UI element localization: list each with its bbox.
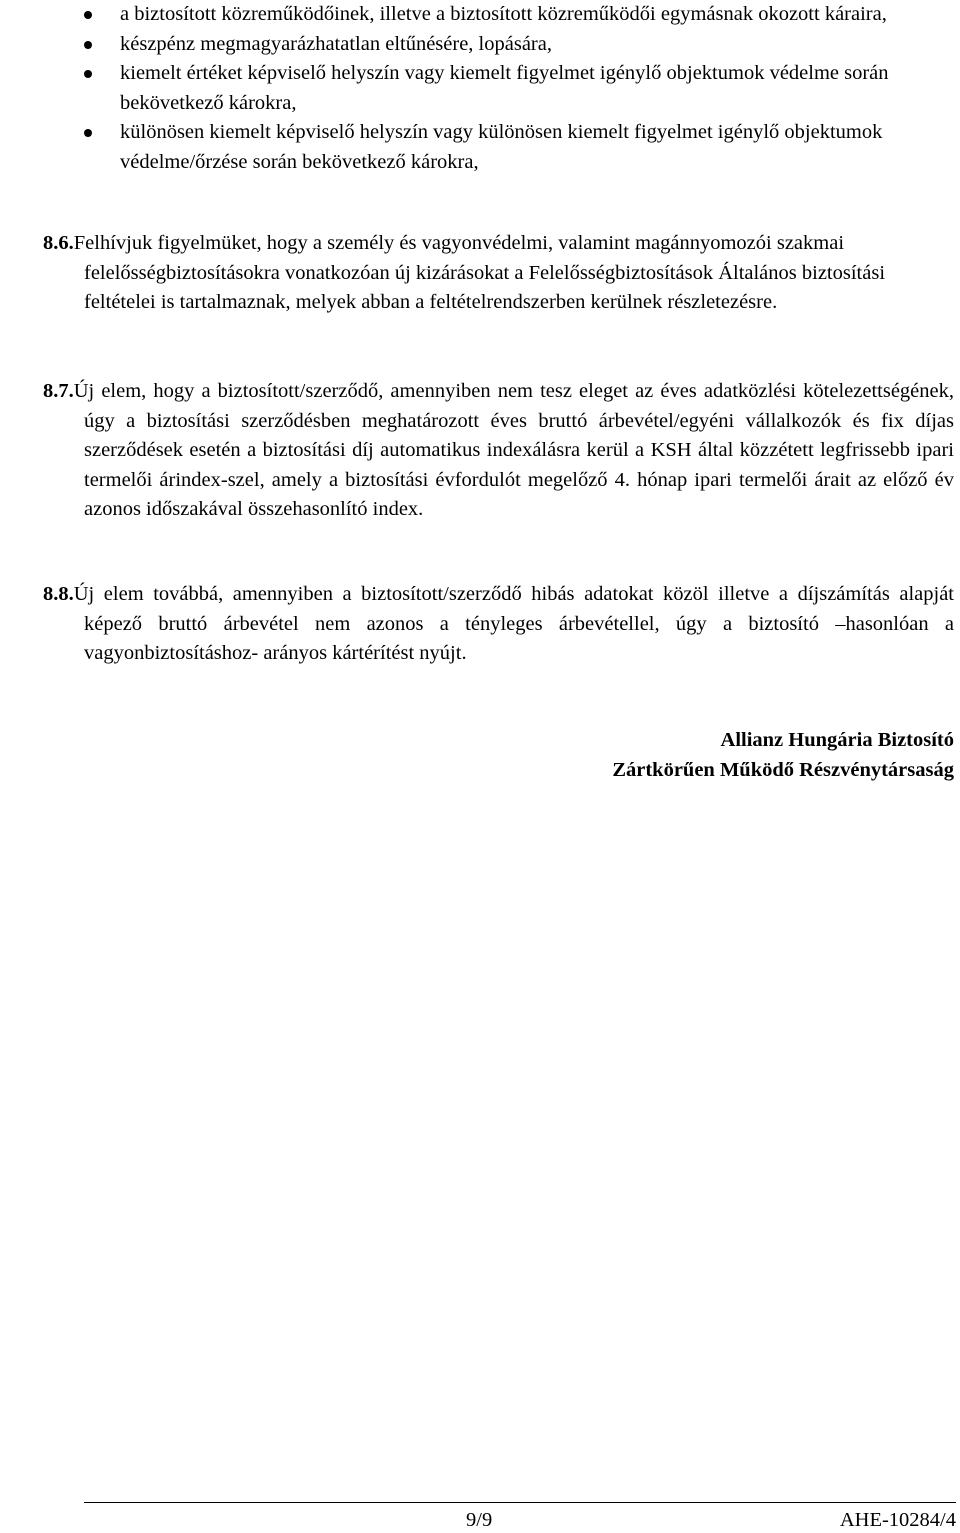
footer-divider — [84, 1502, 956, 1503]
list-item-text: a biztosított közreműködőinek, illetve a biztosított közreműködői egymásnak okozott káraira, — [120, 3, 887, 25]
section-number: 8.6. — [43, 232, 74, 254]
list-item — [84, 118, 924, 177]
signature-block — [612, 726, 954, 785]
list-item-text: különösen kiemelt képviselő helyszín vagy különösen kiemelt figyelmet igénylő objektumok védelme/őrzése során bekövetkező károkra, — [120, 121, 883, 173]
list-item — [84, 59, 924, 118]
section-8-8 — [43, 580, 954, 669]
bullet-icon — [84, 70, 92, 78]
section-8-6 — [43, 229, 944, 318]
section-text: Felhívjuk figyelmüket, hogy a személy és vagyonvédelmi, valamint magánnyomozói szakmai felelősségbiztosításokra vonatkozóan új kizárásokat a Felelősségbiztosítások Általános biztosítási feltételei is tartalmaznak, melyek abban a feltételrendszerben kerülnek részletezésre. — [73, 232, 886, 313]
section-8-7 — [43, 377, 954, 525]
bullet-icon — [84, 129, 92, 137]
bullet-icon — [84, 11, 92, 19]
company-form: Zártkörűen Működő Részvénytársaság — [612, 758, 954, 781]
section-text: Új elem továbbá, amennyiben a biztosított/szerződő hibás adatokat közöl illetve a díjszámítás alapját képező bruttó árbevétel nem azonos a tényleges árbevétellel, úgy a biztosító –hasonlóan a vagyonbiztosításhoz- arányos kártérítést nyújt. — [73, 583, 954, 664]
section-number: 8.7. — [43, 380, 74, 402]
exclusion-list — [84, 0, 924, 177]
company-name: Allianz Hungária Biztosító — [720, 729, 954, 751]
list-item-text: kiemelt értéket képviselő helyszín vagy kiemelt figyelmet igénylő objektumok védelme során bekövetkező károkra, — [120, 62, 889, 114]
page-number: 9/9 — [466, 1509, 493, 1531]
document-code: AHE-10284/4 — [839, 1509, 956, 1531]
list-item — [84, 0, 924, 30]
section-number: 8.8. — [43, 583, 74, 605]
list-item — [84, 30, 924, 60]
section-text: Új elem, hogy a biztosított/szerződő, amennyiben nem tesz eleget az éves adatközlési kötelezettségének, úgy a biztosítási szerződésben meghatározott éves bruttó árbevétel/egyéni vállalkozók és fix díjas szerződések esetén a biztosítási díj automatikus indexálásra kerül a KSH által közzétett legfrissebb ipari termelői árindex-szel, amely a biztosítási évfordulót megelőző 4. hónap ipari termelői árait az előző év azonos időszakával összehasonlító index. — [73, 380, 954, 520]
list-item-text: készpénz megmagyarázhatatlan eltűnésére, lopására, — [120, 32, 552, 55]
bullet-icon — [84, 41, 92, 49]
